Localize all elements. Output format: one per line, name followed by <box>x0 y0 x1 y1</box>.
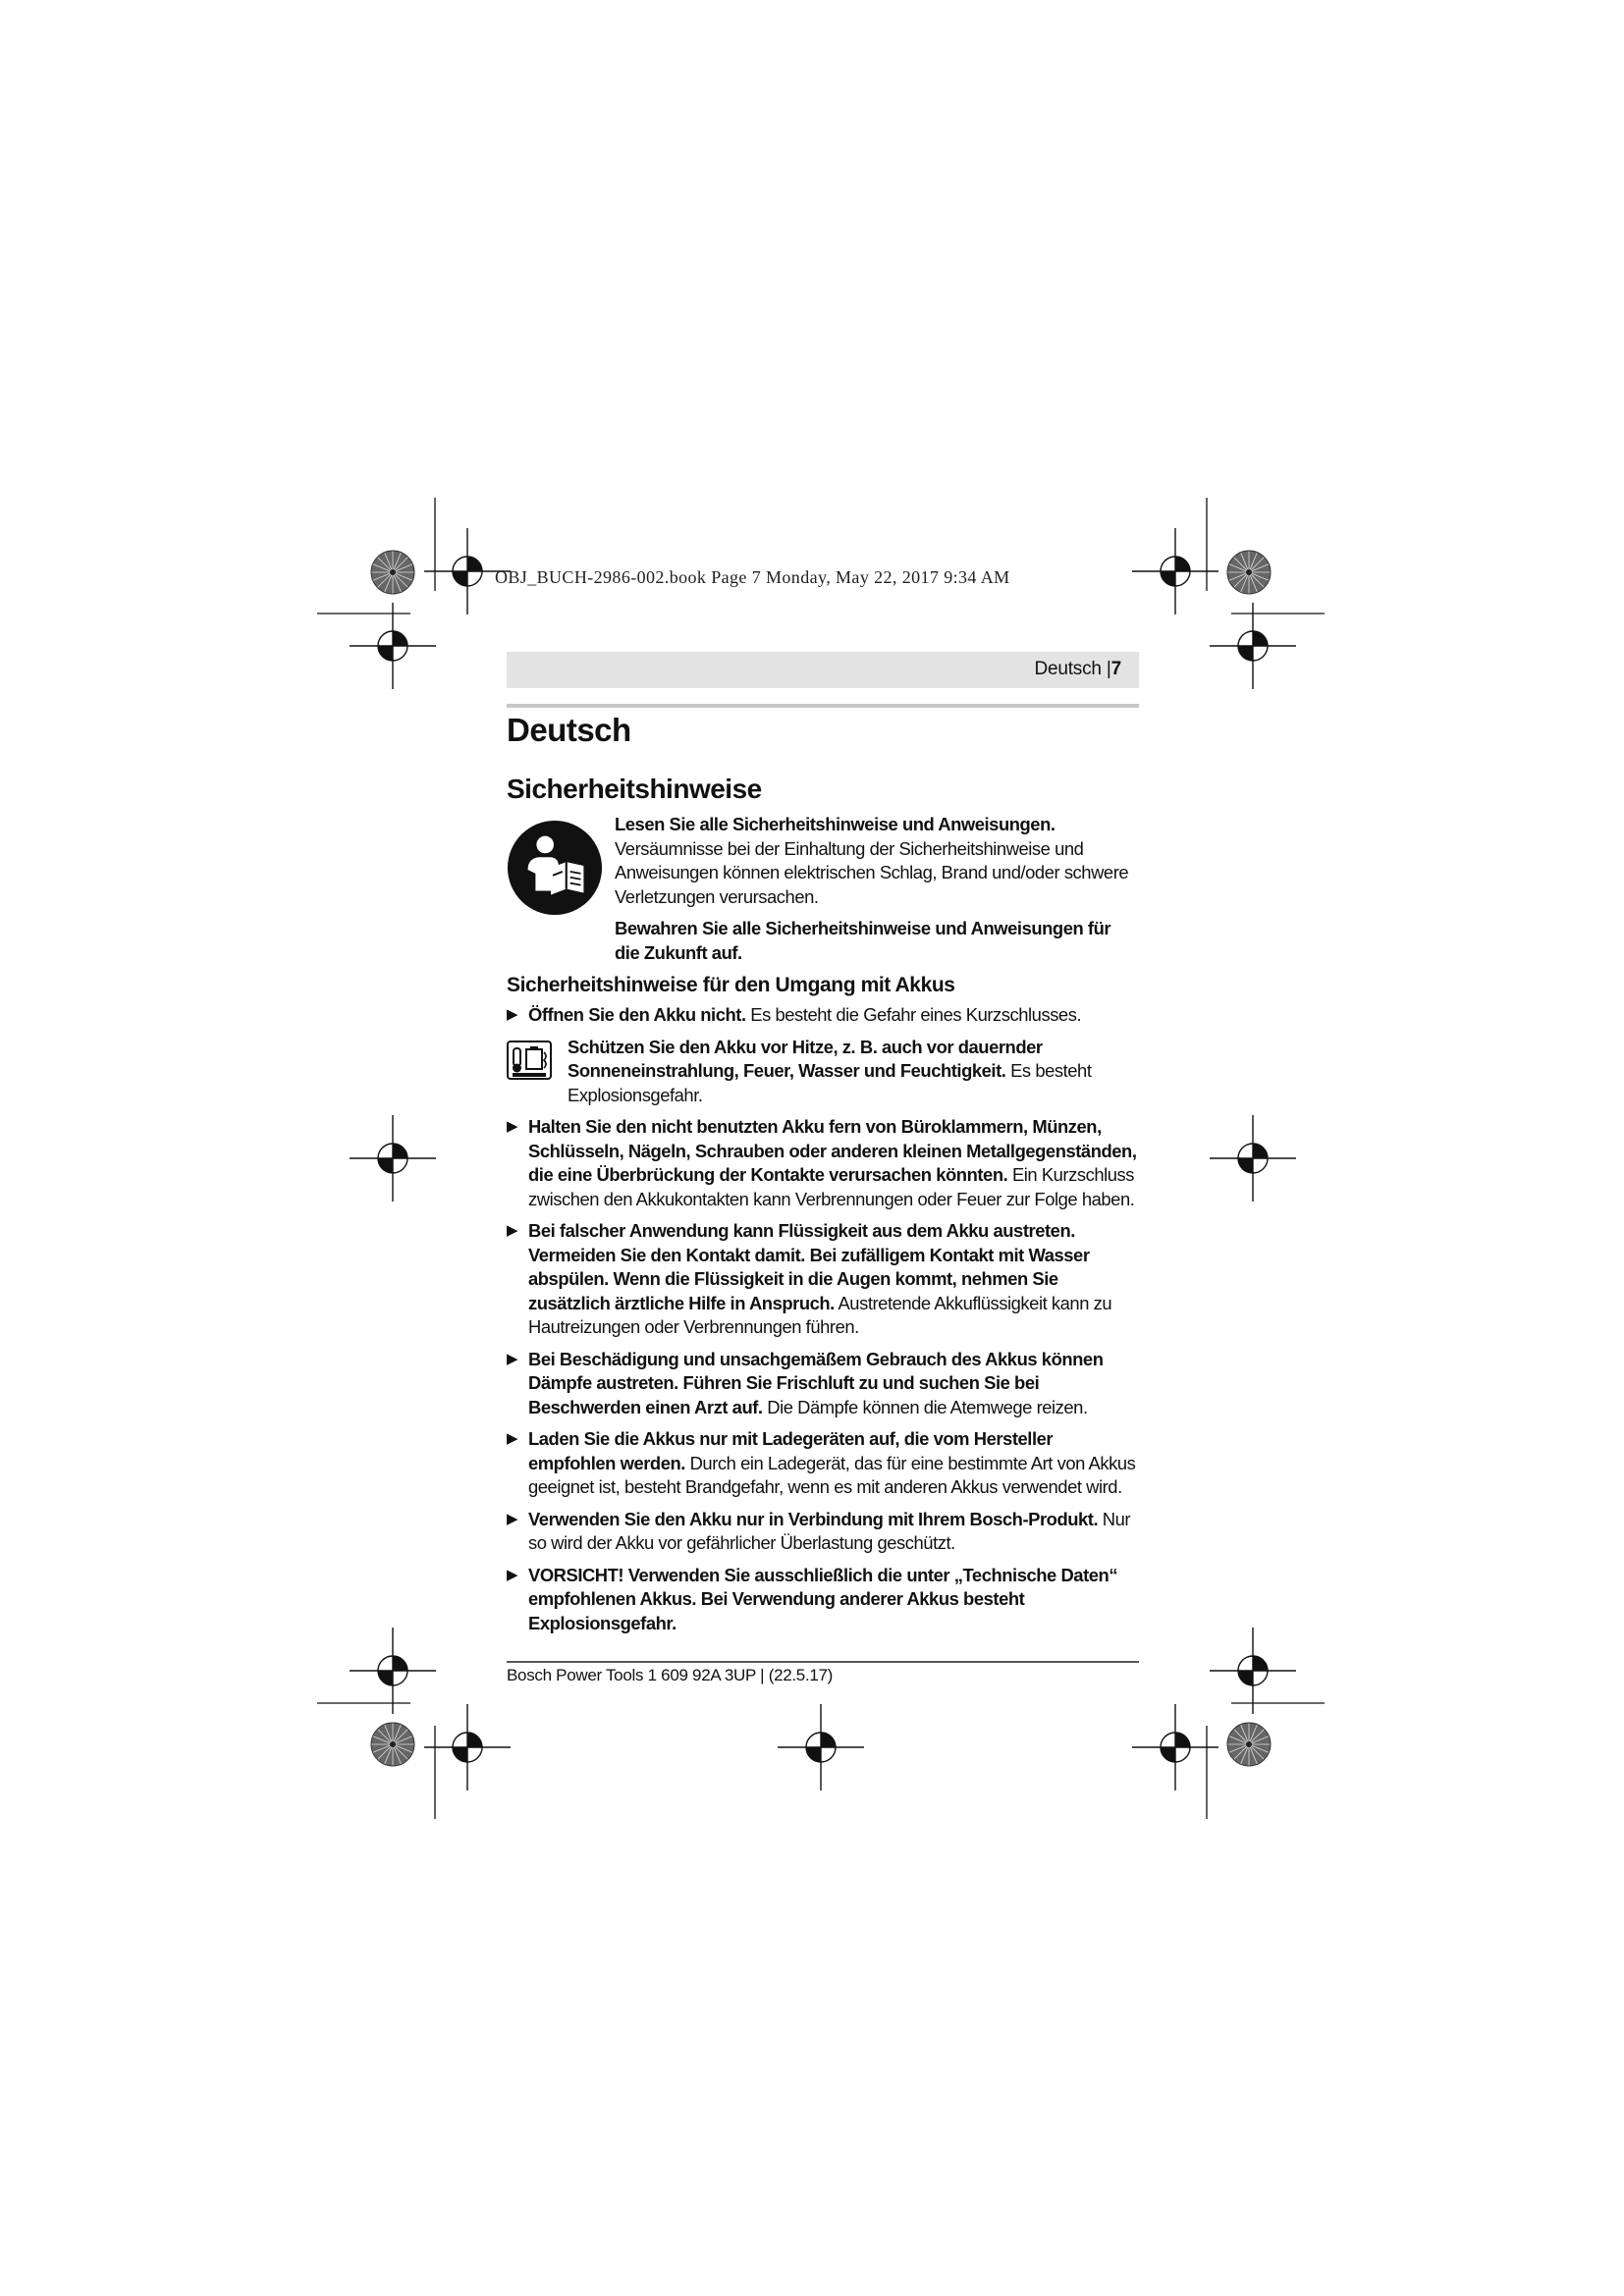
safety-item <box>507 1348 1139 1420</box>
intro-p1-rest: Versäumnisse bei der Einhaltung der Sicherheitshinweise und Anweisungen können elektrischen Schlag, Brand und/oder schwere Verletzungen verursachen. <box>615 837 1129 907</box>
safety-item <box>507 1508 1139 1556</box>
item-bold: Laden Sie die Akkus nur mit Ladegeräten auf, die vom Hersteller empfohlen werden. <box>528 1428 1054 1473</box>
safety-item <box>507 1036 1139 1108</box>
intro-p1-bold: Lesen Sie alle Sicherheitshinweise und Anweisungen. <box>615 814 1056 834</box>
bullet-triangle-icon: ▶ <box>507 1510 518 1527</box>
item-text: Es besteht Explosionsgefahr. <box>568 1060 1092 1105</box>
safety-item-list <box>507 1003 1139 1643</box>
safety-item <box>507 1115 1139 1211</box>
heat-protection-icon <box>507 1041 552 1080</box>
footer-rule <box>507 1661 1139 1663</box>
read-manual-icon <box>507 820 603 916</box>
intro-p2-bold: Bewahren Sie alle Sicherheitshinweise und Anweisungen für die Zukunft auf. <box>615 918 1111 963</box>
item-text: Ein Kurzschluss zwischen den Akkukontakten kann Verbrennungen oder Feuer zur Folge haben. <box>528 1164 1135 1209</box>
item-bold: Verwenden Sie den Akku nur in Verbindung mit Ihrem Bosch-Produkt. <box>528 1508 1099 1529</box>
bullet-triangle-icon: ▶ <box>507 1350 518 1367</box>
bullet-triangle-icon: ▶ <box>507 1566 518 1583</box>
item-bold: Halten Sie den nicht benutzten Akku fern von Büroklammern, Münzen, Schlüsseln, Nägeln, Schrauben oder anderen kleinen Metallgegenständen, die eine Überbrückung der Kontakte verursachen könnten. <box>528 1116 1137 1185</box>
intro-paragraph-2 <box>615 917 1139 965</box>
item-bold: Bei Beschädigung und unsachgemäßem Gebrauch des Akkus können Dämpfe austreten. Führen Sie Frischluft zu und suchen Sie bei Beschwerden einen Arzt auf. <box>528 1348 1104 1417</box>
bullet-triangle-icon: ▶ <box>507 1118 518 1135</box>
header-rule <box>507 704 1139 708</box>
page-title: Deutsch <box>507 712 631 748</box>
item-text: Es besteht die Gefahr eines Kurzschlusses. <box>745 1004 1082 1025</box>
item-text: Durch ein Ladegerät, das für eine bestimmte Art von Akkus geeignet ist, besteht Brandgefahr, wenn es mit anderen Akkus verwendet wird. <box>528 1452 1136 1497</box>
intro-text <box>615 813 1139 973</box>
header-section: Deutsch <box>1034 659 1102 679</box>
section-heading: Sicherheitshinweise <box>507 774 762 804</box>
battery-safety-heading: Sicherheitshinweise für den Umgang mit Akkus <box>507 974 955 996</box>
running-header <box>507 652 1139 688</box>
item-bold: Schützen Sie den Akku vor Hitze, z. B. auch vor dauernder Sonneneinstrahlung, Feuer, Wasser und Feuchtigkeit. <box>568 1036 1043 1081</box>
item-text: Austretende Akkuflüssigkeit kann zu Hautreizungen oder Verbrennungen führen. <box>528 1292 1112 1337</box>
item-bold: Bei falscher Anwendung kann Flüssigkeit aus dem Akku austreten. Vermeiden Sie den Kontakt damit. Bei zufälligem Kontakt mit Wasser abspülen. Wenn die Flüssigkeit in die Augen kommt, nehmen Sie zusätzlich ärztliche Hilfe in Anspruch. <box>528 1220 1090 1313</box>
header-text <box>1034 659 1121 680</box>
header-page-number: 7 <box>1110 659 1121 679</box>
item-text: Die Dämpfe können die Atemwege reizen. <box>762 1396 1088 1417</box>
file-slug-line: OBJ_BUCH-2986-002.book Page 7 Monday, May 22, 2017 9:34 AM <box>495 567 1010 587</box>
intro-paragraph-1 <box>615 813 1139 909</box>
safety-item <box>507 1003 1139 1028</box>
header-separator: | <box>1106 659 1111 679</box>
bullet-triangle-icon: ▶ <box>507 1222 518 1239</box>
item-bold: Öffnen Sie den Akku nicht. <box>528 1004 746 1025</box>
item-text: Nur so wird der Akku vor gefährlicher Überlastung geschützt. <box>528 1508 1131 1553</box>
safety-item <box>507 1427 1139 1500</box>
item-bold: VORSICHT! Verwenden Sie ausschließlich die unter „Technische Daten“ empfohlenen Akkus. Bei Verwendung anderer Akkus besteht Explosionsgefahr. <box>528 1564 1118 1633</box>
bullet-triangle-icon: ▶ <box>507 1006 518 1023</box>
page-footer: Bosch Power Tools 1 609 92A 3UP | (22.5.17) <box>507 1666 834 1684</box>
safety-item <box>507 1219 1139 1340</box>
bullet-triangle-icon: ▶ <box>507 1430 518 1447</box>
safety-item <box>507 1564 1139 1636</box>
